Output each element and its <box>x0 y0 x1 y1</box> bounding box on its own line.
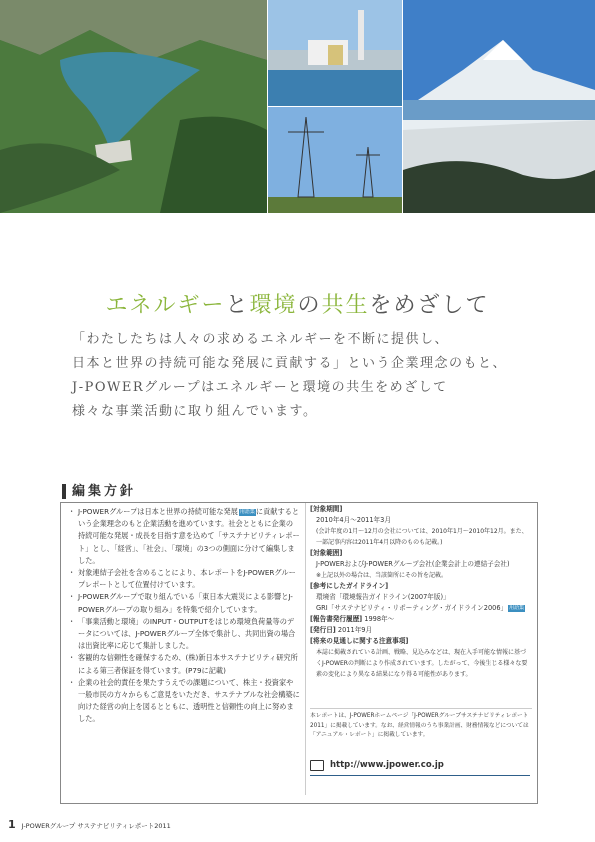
glossary-badge[interactable]: 用語集 <box>509 605 525 611</box>
header-photos <box>0 0 595 213</box>
power-plant-photo <box>268 0 402 106</box>
policy-right-column <box>310 504 530 680</box>
column-divider <box>305 503 306 795</box>
intro-line: 様々な事業活動に取り組んでいます。 <box>72 404 318 419</box>
period-note: (会計年度の1月～12月の会社については、2010年1月～2010年12月。また、一部記事内容は2011年4月以降のものも記載。) <box>316 528 528 546</box>
headline-part: の <box>297 293 322 318</box>
policy-item: ・ J-POWERグループは日本と世界の持続可能な発展 用語集に貢献するという企業理念のもと企業活動を進めています。社会とともに企業の持続可能な発展・成長を目指す意を込めて「サステナビリティレポート」とし、「経営」、「社会」、「環境」の3つの側面に分けて編集しました。 <box>70 506 300 567</box>
guideline-title: [参考にしたガイドライン] <box>310 582 389 590</box>
policy-item: ・ 客観的な信頼性を確保するため、(株)新日本サステナビリティ研究所による第三者保証を得ています。(P79に記載) <box>70 652 300 676</box>
period-main: 2010年4月～2011年3月 <box>316 516 391 524</box>
issue-date: [発行日] 2011年9月 <box>310 626 373 634</box>
monitor-icon <box>310 760 324 771</box>
page-number: 1 <box>8 818 16 831</box>
period-title: [対象期間] <box>310 505 343 513</box>
headline-part: をめざして <box>369 293 490 318</box>
scope-main: J-POWERおよびJ-POWERグループ会社(企業会計上の連結子会社) <box>316 560 510 568</box>
headline <box>0 288 595 319</box>
headline-part: エネルギー <box>105 293 226 318</box>
policy-item: ・ 「事業活動と環境」のINPUT・OUTPUTをはじめ環境負荷量等のデータについては、J-POWERグループ全体で集計し、共同出資の場合は出資比率に応じて集計しました。 <box>70 616 300 653</box>
intro-line: 日本と世界の持続可能な発展に貢献する」という企業理念のもと、 <box>72 356 508 371</box>
dam-photo <box>0 0 267 213</box>
website-url[interactable]: http://www.jpower.co.jp <box>330 760 444 770</box>
guideline-item: GRI「サステナビリティ・リポーティング・ガイドライン2006」 用語集 <box>316 604 525 612</box>
editorial-policy-title: 編集方針 <box>62 484 136 499</box>
policy-left-column <box>70 506 300 726</box>
headline-part: 環境 <box>249 293 298 318</box>
web-note: 本レポートは、J-POWERホームページ「J-POWERグループサステナビリティレポート2011」に掲載しています。なお、経営情報のうち事業計画、財務情報などについては「アニュアル・レポート」に掲載しています。 <box>310 713 529 738</box>
glossary-badge[interactable]: 用語集 <box>239 509 255 515</box>
intro-line: 「わたしたちは人々の求めるエネルギーを不断に提供し、 <box>72 332 450 347</box>
caution-text: 本誌に掲載されている計画、戦略、見込みなどは、現在入手可能な情報に基づくJ-POWERの判断により作成されています。したがって、今後生じる様々な要素の変化により異なる結果になり得る可能性があります。 <box>316 649 528 678</box>
mountain-wind-photo <box>403 0 595 213</box>
page-footer <box>8 818 171 831</box>
headline-part: 共生 <box>321 293 370 318</box>
website-link[interactable] <box>310 758 530 772</box>
policy-item: ・ 対象連結子会社を含めることにより、本レポートをJ-POWERグループレポートとして位置付けています。 <box>70 567 300 591</box>
policy-item: ・ J-POWERグループで取り組んでいる「東日本大震災による影響とJ-POWERグループの取り組み」を特集で紹介しています。 <box>70 591 300 615</box>
publication-history: [報告書発行履歴] 1998年～ <box>310 615 395 623</box>
scope-note: ※上記以外の場合は、当該箇所にその旨を記載。 <box>316 572 448 579</box>
intro-text <box>72 328 532 424</box>
report-title: J-POWERグループ サステナビリティレポート2011 <box>21 822 171 830</box>
guideline-item: 環境省「環境報告ガイドライン(2007年版)」 <box>316 593 450 601</box>
transmission-tower-photo <box>268 107 402 213</box>
divider <box>310 708 532 709</box>
caution-title: [将来の見通しに関する注意事項] <box>310 637 409 645</box>
scope-title: [対象範囲] <box>310 549 343 557</box>
intro-line: J-POWERグループはエネルギーと環境の共生をめざして <box>72 380 448 395</box>
policy-item: ・ 企業の社会的責任を果たすうえでの課題について、株主・投資家や一般市民の方々からもご意見をいただき、サステナブルな社会構築に向けた経営の向上を図るとともに、透明性と信頼性の向上に努めました。 <box>70 677 300 726</box>
url-underline <box>310 775 530 776</box>
headline-part: と <box>225 293 250 318</box>
